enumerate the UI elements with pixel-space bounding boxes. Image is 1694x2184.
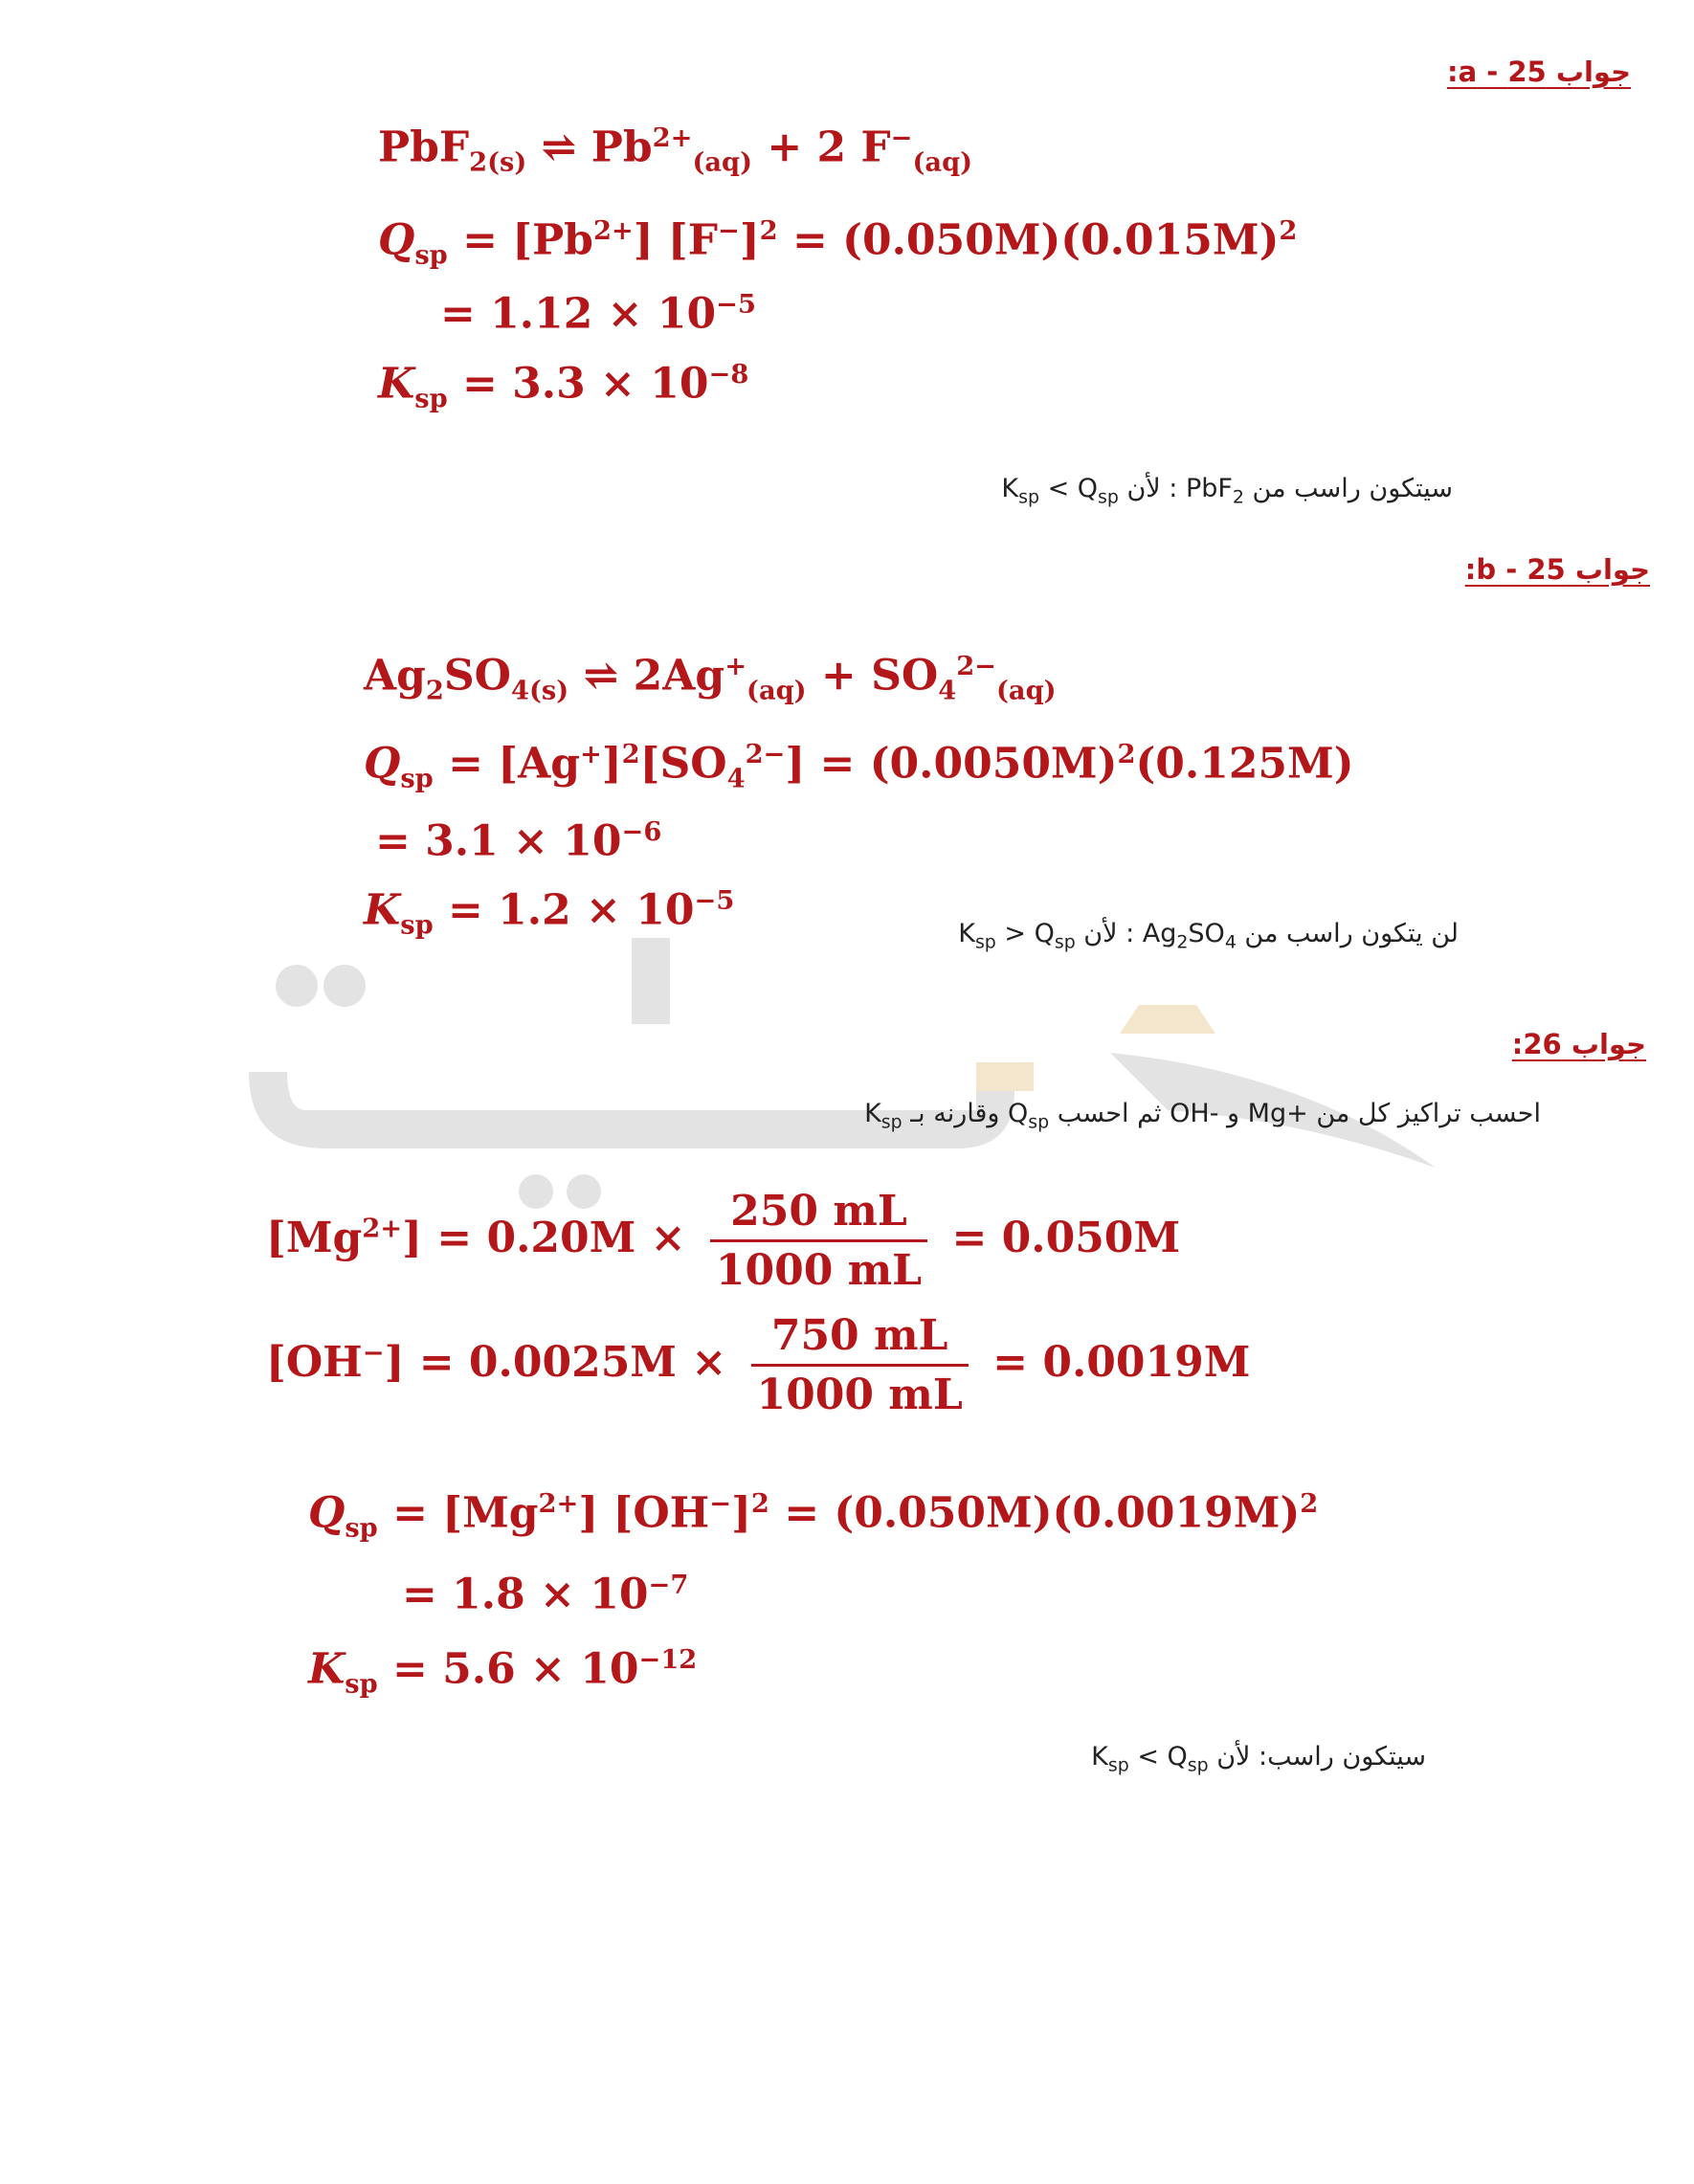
watermark-logo <box>249 928 1436 1215</box>
qsp-expression-26: $Q_{sp} = [Mg^{2+}] [OH^-]^2 = (0.050M)(0.0019M)^2$ <box>308 1488 1319 1544</box>
ksp-value-25b: $K_{sp} = 1.2 \times 10^{-5}$ <box>364 885 735 941</box>
qsp-expression-25b: $Q_{sp} = [Ag^+]^2[SO_4^{2-}] = (0.0050M)^2(0.125M)$ <box>364 739 1354 794</box>
qsp-value-25b: = $3.1 \times 10^{-6}$ <box>375 816 662 866</box>
ksp-value-26: $K_{sp} = 5.6 \times 10^{-12}$ <box>308 1644 698 1700</box>
equilibrium-25a: PbF$_{2(s)}$ ⇌ $Pb^{2+}_{(aq)} + 2$ $F^-_{(aq)}$ <box>378 123 973 178</box>
qsp-value-25a: = $1.12 \times 10^{-5}$ <box>440 289 756 339</box>
ksp-value-25a: $K_{sp} = 3.3 \times 10^{-8}$ <box>378 359 749 414</box>
qsp-expression-25a: $Q_{sp} = [Pb^{2+}] [F^-]^2 = (0.050M)(0.015M)^2$ <box>378 215 1298 271</box>
conclusion-26: سيتكون راسب: لأن $Q_{sp} > K_{sp}$ <box>1091 1742 1426 1776</box>
equilibrium-25b: $Ag_2SO_{4(s)}$ ⇌ $2Ag^+_{(aq)} + SO_4^{2-}_{(aq)}$ <box>364 651 1057 706</box>
conclusion-25a: سيتكون راسب من PbF$_2$ : لأن $Q_{sp} > K_{sp}$ <box>1001 474 1453 508</box>
conclusion-25b: لن يتكون راسب من $Ag_2SO_4$ : لأن $Q_{sp} < K_{sp}$ <box>958 919 1459 953</box>
qsp-value-26: = $1.8 \times 10^{-7}$ <box>402 1570 689 1619</box>
oh-concentration: [OH−] = 0.0025M × $\frac{750 mL}{1000 mL}$ = 0.0019M <box>266 1311 1251 1419</box>
mg-concentration: $[Mg^{2+}] = 0.20M$ × $\frac{250 mL}{1000 mL}$ = 0.050M <box>266 1187 1181 1295</box>
heading-26: جواب 26: <box>1511 1028 1646 1060</box>
heading-25a: جواب 25 - a: <box>1446 56 1631 88</box>
heading-25b: جواب 25 - b: <box>1464 553 1650 586</box>
instruction-26: احسب تراكيز كل من Mg+ و OH- ثم احسب $Q_{sp}$ وقارنه بـ $K_{sp}$ <box>864 1099 1541 1133</box>
